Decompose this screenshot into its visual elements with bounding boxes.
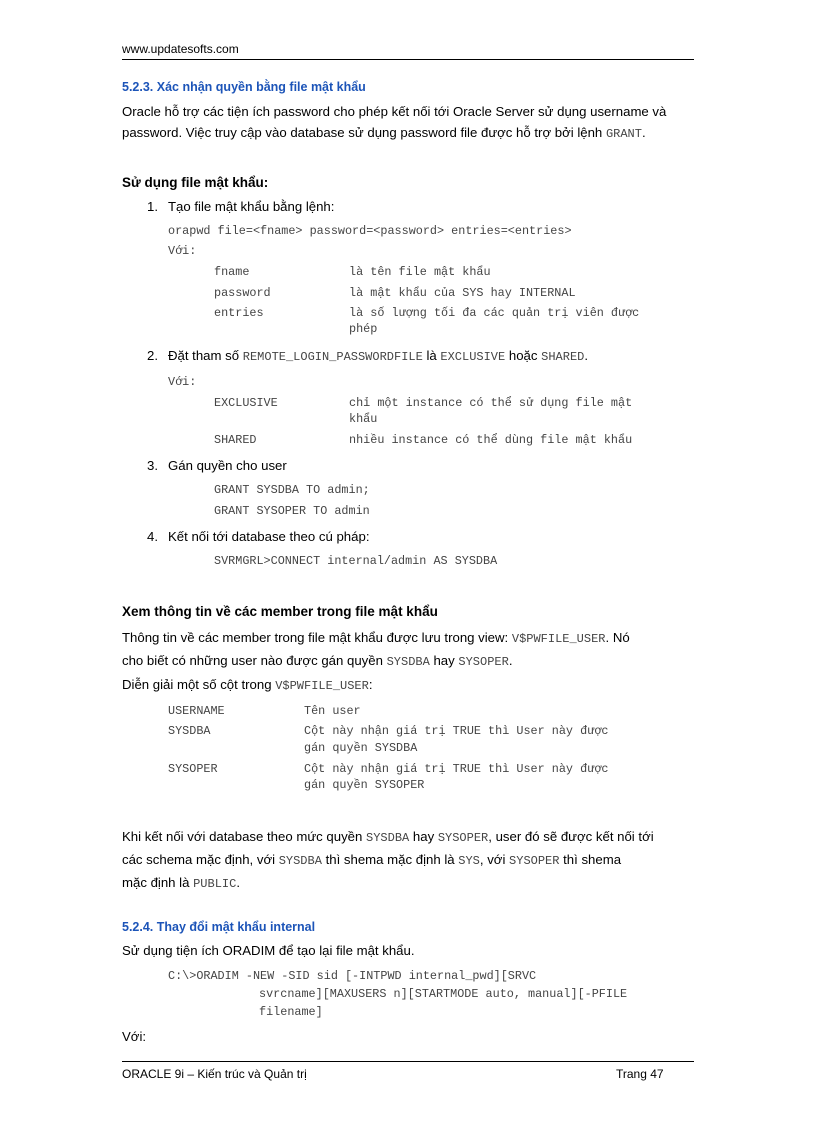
step-2-text: Đặt tham số REMOTE_LOGIN_PASSWORDFILE là EXCLUSIVE hoặc SHARED. — [168, 348, 589, 364]
header-site-url: www.updatesofts.com — [122, 42, 239, 56]
column-name: USERNAME — [168, 704, 225, 718]
connect-line-1: Khi kết nối với database theo mức quyền SYSDBA hay SYSOPER, user đó sẽ được kết nối tới — [122, 829, 654, 845]
footer-divider — [122, 1061, 694, 1062]
step-1-number: 1. — [147, 199, 158, 214]
column-name: SYSDBA — [168, 724, 211, 738]
param-name: fname — [214, 265, 250, 279]
step-4-command: SVRMGRL>CONNECT internal/admin AS SYSDBA — [214, 554, 498, 568]
intro-line-1: Oracle hỗ trợ các tiện ích password cho phép kết nối tới Oracle Server sử dụng username và — [122, 104, 667, 119]
param-desc: chỉ một instance có thể sử dụng file mật — [349, 396, 633, 410]
param-name: entries — [214, 306, 264, 320]
column-desc-cont: gán quyền SYSDBA — [304, 741, 418, 755]
section-title-5-2-3: 5.2.3. Xác nhận quyền bằng file mật khẩu — [122, 80, 366, 94]
step-2-number: 2. — [147, 348, 158, 363]
step-4-text: Kết nối tới database theo cú pháp: — [168, 529, 370, 544]
oradim-intro: Sử dụng tiện ích ORADIM để tạo lại file mật khẩu. — [122, 943, 415, 958]
members-paragraph — [122, 627, 692, 673]
step-2-voi: Với: — [168, 375, 197, 389]
step-3-command-2: GRANT SYSOPER TO admin — [214, 504, 370, 518]
step-3-text: Gán quyền cho user — [168, 458, 287, 473]
oradim-command-2: svrcname][MAXUSERS n][STARTMODE auto, manual][-PFILE — [259, 987, 628, 1001]
connect-line-2: các schema mặc định, với SYSDBA thì shema mặc định là SYS, với SYSOPER thì shema — [122, 852, 622, 868]
step-4-number: 4. — [147, 529, 158, 544]
column-desc: Cột này nhận giá trị TRUE thì User này được — [304, 762, 609, 776]
step-1-text: Tạo file mật khẩu bằng lệnh: — [168, 199, 335, 214]
oradim-voi: Với: — [122, 1029, 147, 1044]
footer-page-number: Trang 47 — [616, 1067, 664, 1081]
paragraph-intro — [122, 101, 692, 145]
section-title-5-2-4: 5.2.4. Thay đổi mật khẩu internal — [122, 920, 316, 934]
step-1-voi: Với: — [168, 244, 197, 258]
column-desc: Tên user — [304, 704, 361, 718]
connect-line-3: mặc định là PUBLIC. — [122, 875, 240, 891]
use-file-heading: Sử dụng file mật khẩu: — [122, 175, 269, 190]
param-name: SHARED — [214, 433, 257, 447]
column-desc: Cột này nhận giá trị TRUE thì User này được — [304, 724, 609, 738]
column-desc-cont: gán quyền SYSOPER — [304, 778, 425, 792]
column-name: SYSOPER — [168, 762, 218, 776]
param-name: password — [214, 286, 271, 300]
param-desc: là mật khẩu của SYS hay INTERNAL — [349, 286, 576, 300]
header-divider — [122, 59, 694, 60]
param-desc: nhiều instance có thể dùng file mật khẩu — [349, 433, 633, 447]
members-line-1: Thông tin về các member trong file mật khẩu được lưu trong view: V$PWFILE_USER. Nó — [122, 630, 630, 646]
members-line-2: cho biết có những user nào được gán quyền SYSDBA hay SYSOPER. — [122, 653, 513, 669]
param-name: EXCLUSIVE — [214, 396, 278, 410]
step-3-command-1: GRANT SYSDBA TO admin; — [214, 483, 370, 497]
param-desc-cont: khẩu — [349, 412, 378, 426]
param-desc: là tên file mật khẩu — [349, 265, 491, 279]
members-columns-intro: Diễn giải một số cột trong V$PWFILE_USER: — [122, 677, 373, 693]
oradim-command-1: C:\>ORADIM -NEW -SID sid [-INTPWD internal_pwd][SRVC — [168, 969, 537, 983]
param-desc-cont: phép — [349, 322, 378, 336]
step-3-number: 3. — [147, 458, 158, 473]
step-1-command: orapwd file=<fname> password=<password> entries=<entries> — [168, 224, 572, 238]
oradim-command-3: filename] — [259, 1005, 323, 1019]
intro-line-2: password. Việc truy cập vào database sử dụng password file được hỗ trợ bởi lệnh GRANT. — [122, 125, 646, 141]
footer-book-title: ORACLE 9i – Kiến trúc và Quản trị — [122, 1067, 307, 1081]
members-heading: Xem thông tin về các member trong file mật khẩu — [122, 604, 438, 619]
connect-paragraph — [122, 826, 692, 895]
param-desc: là số lượng tối đa các quản trị viên được — [349, 306, 640, 320]
